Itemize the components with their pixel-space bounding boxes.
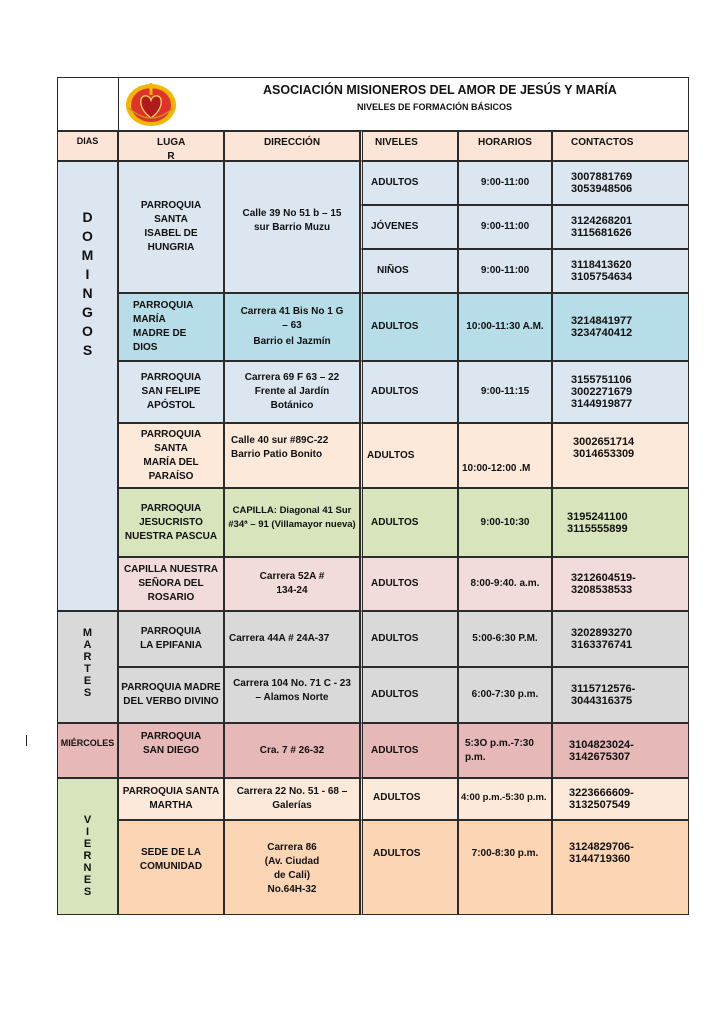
row-contactos bbox=[552, 723, 689, 778]
phone-number: 3202893270 bbox=[571, 627, 633, 639]
phone-number: 3002271679 bbox=[571, 386, 633, 398]
row-horario: 5:3O p.m.-7:30 p.m. bbox=[458, 723, 552, 778]
phone-number: 3044316375 bbox=[571, 695, 633, 707]
row-nivel: ADULTOS bbox=[360, 667, 458, 723]
row-contactos bbox=[552, 778, 689, 820]
phone-number: 3124829706- bbox=[569, 841, 634, 853]
phone-number: 3195241100 bbox=[567, 510, 628, 523]
day-letter: G bbox=[82, 303, 93, 320]
phone-number: 3214841977 bbox=[571, 315, 633, 327]
row-horario: 9:00-11:00 bbox=[458, 249, 552, 293]
day-letter: O bbox=[82, 322, 93, 339]
row-horario: 9:00-10:30 bbox=[458, 488, 552, 557]
day-letter: I bbox=[85, 265, 90, 282]
day-letter: R bbox=[83, 651, 92, 663]
row-direccion: Cra. 7 # 26-32 bbox=[224, 723, 360, 778]
row-direccion: Calle 40 sur #89C-22 Barrio Patio Bonito bbox=[224, 423, 360, 488]
row-contactos bbox=[552, 161, 689, 205]
row-horario: 10:00-11:30 A.M. bbox=[458, 293, 552, 361]
header-horarios: HORARIOS bbox=[458, 131, 552, 161]
row-contactos bbox=[552, 249, 689, 293]
row-nivel: ADULTOS bbox=[360, 488, 458, 557]
row-nivel: ADULTOS bbox=[360, 723, 458, 778]
phone-number: 3014653309 bbox=[573, 448, 635, 460]
row-contactos bbox=[552, 293, 689, 361]
phone-number: 3234740412 bbox=[571, 327, 633, 339]
row-nivel: ADULTOS bbox=[360, 293, 458, 361]
document-title: ASOCIACIÓN MISIONEROS DEL AMOR DE JESÚS Y MARÍA bbox=[263, 83, 617, 97]
row-horario: 5:00-6:30 P.M. bbox=[458, 611, 552, 667]
row-contactos bbox=[552, 667, 689, 723]
address-line: Barrio el Jazmín bbox=[253, 336, 331, 347]
phone-number: 3053948506 bbox=[571, 183, 633, 195]
day-letter: I bbox=[85, 825, 90, 838]
day-letter: V bbox=[83, 813, 92, 826]
logo-area bbox=[118, 77, 689, 131]
day-letter: E bbox=[83, 837, 92, 850]
row-direccion: Carrera 104 No. 71 C - 23 – Alamos Norte bbox=[224, 667, 360, 723]
row-lugar: PARROQUIA SAN DIEGO bbox=[118, 723, 224, 778]
phone-number: 3124268201 bbox=[571, 215, 633, 227]
document-subtitle: NIVELES DE FORMACIÓN BÁSICOS bbox=[357, 102, 513, 112]
phone-number: 3163376741 bbox=[571, 639, 633, 651]
row-contactos bbox=[552, 205, 689, 249]
phone-number: 3142675307 bbox=[569, 750, 631, 763]
phone-number: 3105754634 bbox=[571, 271, 633, 283]
phone-number: 3144719360 bbox=[569, 853, 631, 865]
header-contactos: CONTACTOS bbox=[552, 131, 689, 161]
day-letter: M bbox=[81, 246, 94, 263]
phone-number: 3132507549 bbox=[569, 799, 631, 811]
row-horario: 6:00-7:30 p.m. bbox=[458, 667, 552, 723]
row-lugar: PARROQUIA SAN FELIPE APÓSTOL bbox=[118, 361, 224, 423]
row-direccion: CAPILLA: Diagonal 41 Sur #34ª – 91 (Villamayor nueva) bbox=[224, 488, 360, 557]
phone-number: 3002651714 bbox=[573, 436, 635, 448]
phone-number: 3208538533 bbox=[571, 584, 633, 596]
row-direccion: Carrera 22 No. 51 - 68 – Galerías bbox=[224, 778, 360, 820]
day-viernes bbox=[57, 778, 118, 915]
row-horario: 10:00-12:00 .M bbox=[458, 423, 552, 488]
row-nivel: ADULTOS bbox=[360, 778, 458, 820]
row-horario: 8:00-9:40. a.m. bbox=[458, 557, 552, 611]
phone-number: 3115681626 bbox=[571, 227, 632, 239]
phone-number: 3223666609- bbox=[569, 787, 634, 799]
row-lugar: PARROQUIA MARÍA MADRE DE DIOS bbox=[118, 293, 224, 361]
day-letter: S bbox=[82, 341, 93, 358]
row-lugar: CAPILLA NUESTRA SEÑORA DEL ROSARIO bbox=[118, 557, 224, 611]
row-contactos bbox=[552, 611, 689, 667]
phone-number: 3144919877 bbox=[571, 398, 633, 410]
phone-number: 3155751106 bbox=[571, 374, 632, 386]
row-contactos bbox=[552, 820, 689, 915]
day-letter: S bbox=[83, 885, 92, 898]
row-nivel: ADULTOS bbox=[360, 161, 458, 205]
day-letter: T bbox=[84, 663, 91, 675]
row-direccion: Calle 39 No 51 b – 15 sur Barrio Muzu bbox=[224, 161, 360, 293]
row-direccion: Carrera 69 F 63 – 22 Frente al Jardín Botánico bbox=[224, 361, 360, 423]
header-niveles: NIVELES bbox=[360, 131, 458, 161]
row-contactos bbox=[552, 423, 689, 488]
day-letter: N bbox=[82, 284, 93, 301]
row-horario: 4:00 p.m.-5:30 p.m. bbox=[458, 778, 552, 820]
association-logo bbox=[123, 78, 179, 128]
day-letter: O bbox=[82, 227, 93, 244]
day-letter: R bbox=[83, 849, 92, 862]
logo-cell bbox=[57, 77, 118, 131]
day-letter: D bbox=[82, 208, 93, 225]
row-lugar: PARROQUIA LA EPIFANIA bbox=[118, 611, 224, 667]
row-lugar: PARROQUIA SANTA MARTHA bbox=[118, 778, 224, 820]
row-direccion: Carrera 52A # 134-24 bbox=[224, 557, 360, 611]
day-letter: A bbox=[83, 639, 92, 651]
day-letter: N bbox=[83, 861, 92, 874]
row-lugar: PARROQUIA MADRE DEL VERBO DIVINO bbox=[118, 667, 224, 723]
header-direccion: DIRECCIÓN bbox=[224, 131, 360, 161]
day-letter: E bbox=[83, 873, 92, 886]
phone-number: 3115712576- bbox=[571, 683, 636, 695]
row-horario: 7:00-8:30 p.m. bbox=[458, 820, 552, 915]
day-martes bbox=[57, 611, 118, 723]
phone-number: 3104823024- bbox=[569, 738, 634, 751]
row-contactos bbox=[552, 361, 689, 423]
row-contactos bbox=[552, 557, 689, 611]
row-nivel: NIÑOS bbox=[360, 249, 458, 293]
text-cursor-mark bbox=[26, 735, 27, 746]
row-nivel: JÓVENES bbox=[360, 205, 458, 249]
row-lugar: PARROQUIA JESUCRISTO NUESTRA PASCUA bbox=[118, 488, 224, 557]
phone-number: 3118413620 bbox=[571, 259, 632, 271]
row-horario: 9:00-11:00 bbox=[458, 205, 552, 249]
row-lugar: SEDE DE LA COMUNIDAD bbox=[118, 820, 224, 915]
day-letter: E bbox=[83, 675, 92, 687]
phone-number: 3212604519- bbox=[571, 572, 636, 584]
row-horario: 9:00-11:00 bbox=[458, 161, 552, 205]
phone-number: 3115555899 bbox=[567, 522, 628, 535]
row-nivel: ADULTOS bbox=[360, 611, 458, 667]
day-miercoles: MIÉRCOLES bbox=[57, 723, 118, 778]
header-dias: DIAS bbox=[57, 131, 118, 161]
row-contactos bbox=[552, 488, 689, 557]
row-nivel: ADULTOS bbox=[360, 820, 458, 915]
day-letter: M bbox=[82, 627, 93, 639]
row-nivel: ADULTOS bbox=[360, 423, 458, 488]
day-domingos bbox=[57, 161, 118, 611]
row-direccion: Carrera 44A # 24A-37 bbox=[224, 611, 360, 667]
row-nivel: ADULTOS bbox=[360, 557, 458, 611]
formation-schedule-table bbox=[57, 77, 689, 915]
row-nivel: ADULTOS bbox=[360, 361, 458, 423]
phone-number: 3007881769 bbox=[571, 171, 633, 183]
row-horario: 9:00-11:15 bbox=[458, 361, 552, 423]
row-direccion: Carrera 86 (Av. Ciudad de Cali) No.64H-32 bbox=[224, 820, 360, 915]
row-lugar: PARROQUIA SANTA MARÍA DEL PARAÍSO bbox=[118, 423, 224, 488]
row-lugar: PARROQUIA SANTA ISABEL DE HUNGRIA bbox=[118, 161, 224, 293]
header-lugar: LUGA R bbox=[118, 131, 224, 161]
day-letter: S bbox=[83, 687, 92, 699]
address-line: Carrera 41 Bis No 1 G – 63 bbox=[240, 306, 344, 331]
row-direccion bbox=[224, 293, 360, 361]
